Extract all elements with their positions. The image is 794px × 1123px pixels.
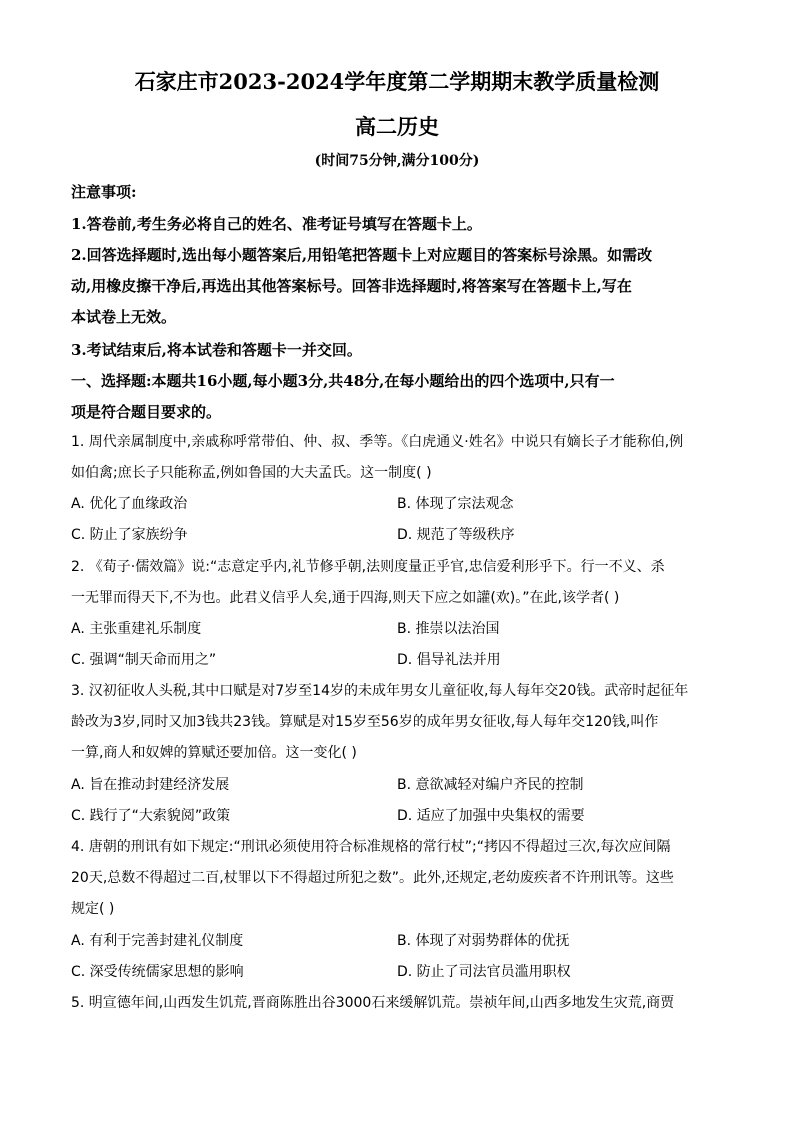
question-1-line-2: 如伯禽;庶长子只能称孟,例如鲁国的大夫孟氏。这一制度( ) xyxy=(71,465,432,481)
question-3-line-1: 3. 汉初征收人头税,其中口赋是对7岁至14岁的未成年男女儿童征收,每人每年交20钱。武帝时起征年 xyxy=(71,683,689,699)
question-1-option-c: C. 防止了家族纷争 xyxy=(71,527,188,543)
question-2-line-2: 一无罪而得天下,不为也。此君义信乎人矣,通于四海,则天下应之如讙(欢)。”在此,该学者( ) xyxy=(71,590,620,606)
question-4-line-1: 4. 唐朝的刑讯有如下规定:“刑讯必须使用符合标准规格的常行杖”;“拷囚不得超过三次,每次应间隔 xyxy=(71,839,671,855)
exam-time-note: (时间75分钟,满分100分) xyxy=(314,153,480,169)
notice-item-1: 1.答卷前,考生务必将自己的姓名、准考证号填写在答题卡上。 xyxy=(71,215,482,233)
question-3-line-2: 龄改为3岁,同时又加3钱共23钱。算赋是对15岁至56岁的成年男女征收,每人每年交120钱,叫作 xyxy=(71,714,659,730)
exam-subject: 高二历史 xyxy=(355,114,439,139)
notice-item-2-line-2: 动,用橡皮擦干净后,再选出其他答案标号。回答非选择题时,将答案写在答题卡上,写在 xyxy=(71,277,632,295)
question-3-option-b: B. 意欲减轻对编户齐民的控制 xyxy=(397,777,584,793)
question-2-option-c: C. 强调“制天命而用之” xyxy=(71,652,217,668)
notice-item-2-line-3: 本试卷上无效。 xyxy=(71,308,177,326)
notice-heading: 注意事项: xyxy=(71,183,137,201)
question-4-line-2: 20天,总数不得超过二百,杖罪以下不得超过所犯之数”。此外,还规定,老幼废疾者不许刑讯等。这些 xyxy=(71,870,674,886)
question-4-option-c: C. 深受传统儒家思想的影响 xyxy=(71,964,244,980)
question-2-line-1: 2. 《荀子·儒效篇》说:“志意定乎内,礼节修乎朝,法则度量正乎官,忠信爱利形乎下。行一不义、杀 xyxy=(71,559,665,575)
notice-item-2-line-1: 2.回答选择题时,选出每小题答案后,用铅笔把答题卡上对应题目的答案标号涂黑。如需改 xyxy=(71,246,653,264)
question-4-option-a: A. 有利于完善封建礼仪制度 xyxy=(71,933,244,949)
question-2-option-b: B. 推崇以法治国 xyxy=(397,621,500,637)
question-3-option-d: D. 适应了加强中央集权的需要 xyxy=(397,808,585,824)
notice-item-3: 3.考试结束后,将本试卷和答题卡一并交回。 xyxy=(71,341,362,359)
section-1-heading-line-2: 项是符合题目要求的。 xyxy=(71,403,222,421)
question-3-option-c: C. 践行了“大索貌阅”政策 xyxy=(71,808,231,824)
question-1-option-d: D. 规范了等级秩序 xyxy=(397,527,515,543)
question-4-option-d: D. 防止了司法官员滥用职权 xyxy=(397,964,571,980)
question-2-option-d: D. 倡导礼法并用 xyxy=(397,652,501,668)
question-4-option-b: B. 体现了对弱势群体的优抚 xyxy=(397,933,570,949)
question-1-option-a: A. 优化了血缘政治 xyxy=(71,496,188,512)
question-1-line-1: 1. 周代亲属制度中,亲戚称呼常带伯、仲、叔、季等。《白虎通义·姓名》中说只有嫡长子才能称伯,例 xyxy=(71,434,684,450)
question-2-option-a: A. 主张重建礼乐制度 xyxy=(71,621,202,637)
question-5-line-1: 5. 明宣德年间,山西发生饥荒,晋商陈胜出谷3000石来缓解饥荒。崇祯年间,山西多地发生灾荒,商贾 xyxy=(71,995,675,1011)
question-1-option-b: B. 体现了宗法观念 xyxy=(397,496,514,512)
exam-title: 石家庄市2023-2024学年度第二学期期末教学质量检测 xyxy=(134,69,660,94)
question-3-option-a: A. 旨在推动封建经济发展 xyxy=(71,777,230,793)
question-3-line-3: 一算,商人和奴婢的算赋还要加倍。这一变化( ) xyxy=(71,745,357,761)
question-4-line-3: 规定( ) xyxy=(71,901,115,917)
section-1-heading-line-1: 一、选择题:本题共16小题,每小题3分,共48分,在每小题给出的四个选项中,只有一 xyxy=(71,372,615,390)
